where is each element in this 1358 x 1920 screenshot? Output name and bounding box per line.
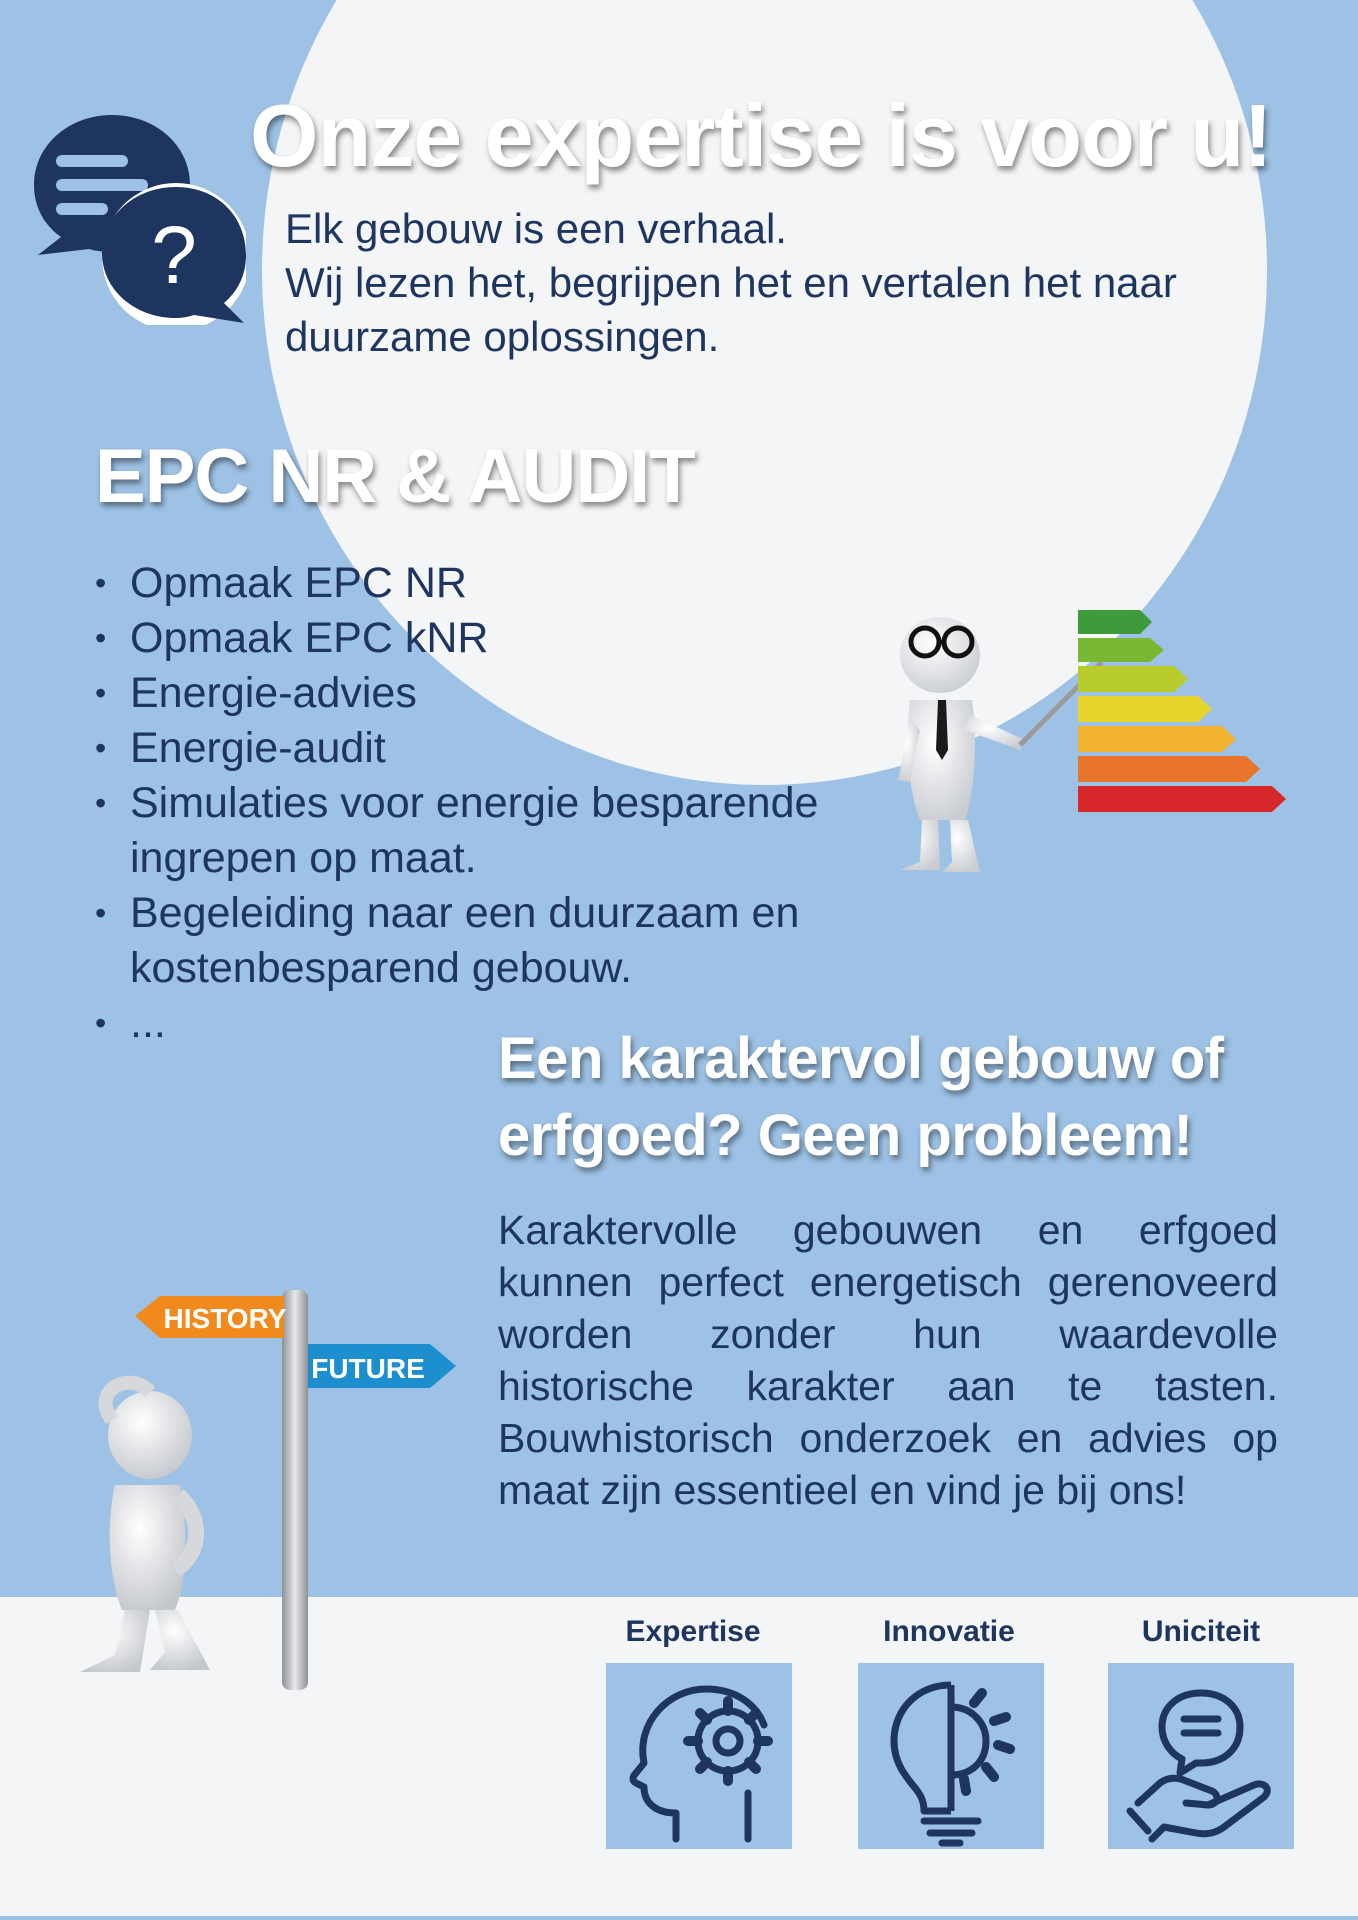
heritage-title: Een karaktervol gebouw of erfgoed? Geen probleem! [498,1026,1224,1168]
energy-label-figure-illustration [880,600,1300,900]
value-label-expertise: Expertise [625,1615,761,1648]
value-box-expertise [606,1663,792,1849]
sign-history-label: HISTORY [163,1303,287,1334]
list-item: • Opmaak EPC kNR [95,611,855,666]
svg-text:?: ? [151,210,197,301]
heritage-text: Karaktervolle gebouwen en erfgoed kunnen perfect energetisch gerenoveerd worden zonder hun waardevolle historische karakter aan te tasten. Bouwhistorisch onderzoek en advies op maat zijn essentieel en vind je bij ons! [498,1207,1278,1513]
list-item: • Energie-audit [95,721,855,776]
bottom-border [0,1916,1358,1920]
page-title: Onze expertise is voor u! [250,86,1272,185]
head-gear-icon [606,1663,792,1849]
value-box-uniciteit [1108,1663,1294,1849]
intro-line-1: Elk gebouw is een verhaal. [285,205,787,252]
value-box-innovatie [858,1663,1044,1849]
sign-future-label: FUTURE [311,1353,425,1384]
hand-chat-icon [1108,1663,1294,1849]
intro-text [285,202,1295,364]
lightbulb-gear-icon [858,1663,1044,1849]
signpost-figure-illustration [70,1280,470,1700]
list-item: • Opmaak EPC NR [95,556,855,611]
chat-question-icon [34,115,246,325]
list-item: • Begeleiding naar een duurzaam en kostenbesparend gebouw. [95,886,855,996]
intro-line-2: Wij lezen het, begrijpen het en vertalen het naar duurzame oplossingen. [285,259,1177,360]
value-label-innovatie: Innovatie [883,1615,1015,1648]
value-label-uniciteit: Uniciteit [1141,1615,1261,1648]
list-item: • Simulaties voor energie besparende ingrepen op maat. [95,776,855,886]
list-item: • Energie-advies [95,666,855,721]
list-item: • ... [95,996,855,1051]
epc-section-title: EPC NR & AUDIT [95,434,695,519]
services-list [95,556,855,1051]
